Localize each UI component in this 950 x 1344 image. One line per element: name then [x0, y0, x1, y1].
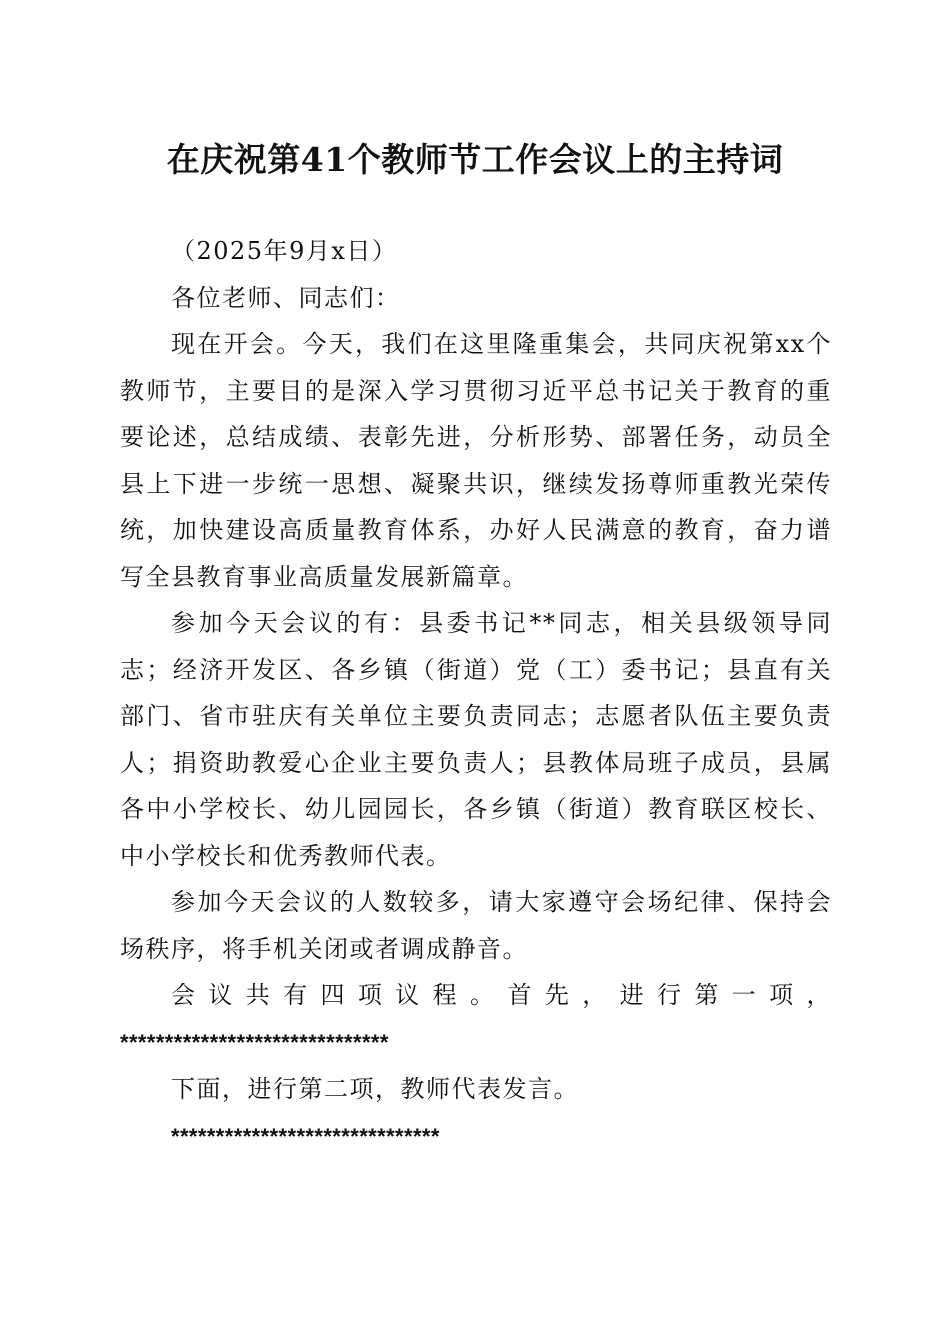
- date-line: （2025年9月x日）: [171, 237, 398, 265]
- document-title: 在庆祝第41个教师节工作会议上的主持词: [166, 140, 784, 179]
- stars-placeholder-1: ******************************: [120, 1029, 389, 1055]
- paragraph-attendees: 参加今天会议的有：县委书记**同志，相关县级领导同志；经济开发区、各乡镇（街道）党（工）委书记；县直有关部门、省市驻庆有关单位主要负责同志；志愿者队伍主要负责人；捐资助教爱心企业主要负责人；县教体局班子成员，县属各中小学校长、幼儿园园长，各乡镇（街道）教育联区校长、中小学校长和优秀教师代表。: [120, 609, 832, 870]
- agenda-item-two: 下面，进行第二项，教师代表发言。: [171, 1075, 579, 1103]
- salutation: 各位老师、同志们：: [171, 283, 401, 312]
- agenda-item-two-placeholder: [120, 1113, 832, 1161]
- document-body: [120, 228, 832, 1160]
- paragraph-opening: 现在开会。今天，我们在这里隆重集会，共同庆祝第xx个教师节，主要目的是深入学习贯彻习近平总书记关于教育的重要论述，总结成绩、表彰先进，分析形势、部署任务，动员全县上下进一步统一思想、凝聚共识，继续发扬尊师重教光荣传统，加快建设高质量教育体系，办好人民满意的教育，奋力谱写全县教育事业高质量发展新篇章。: [120, 330, 832, 591]
- agenda-intro: 会议共有四项议程。首先，进行第一项，: [171, 981, 832, 1009]
- paragraph-discipline: 参加今天会议的人数较多，请大家遵守会场纪律、保持会场秩序，将手机关闭或者调成静音。: [120, 888, 832, 963]
- agenda-item-one-placeholder: [120, 1019, 832, 1067]
- stars-placeholder-2: ******************************: [171, 1123, 440, 1149]
